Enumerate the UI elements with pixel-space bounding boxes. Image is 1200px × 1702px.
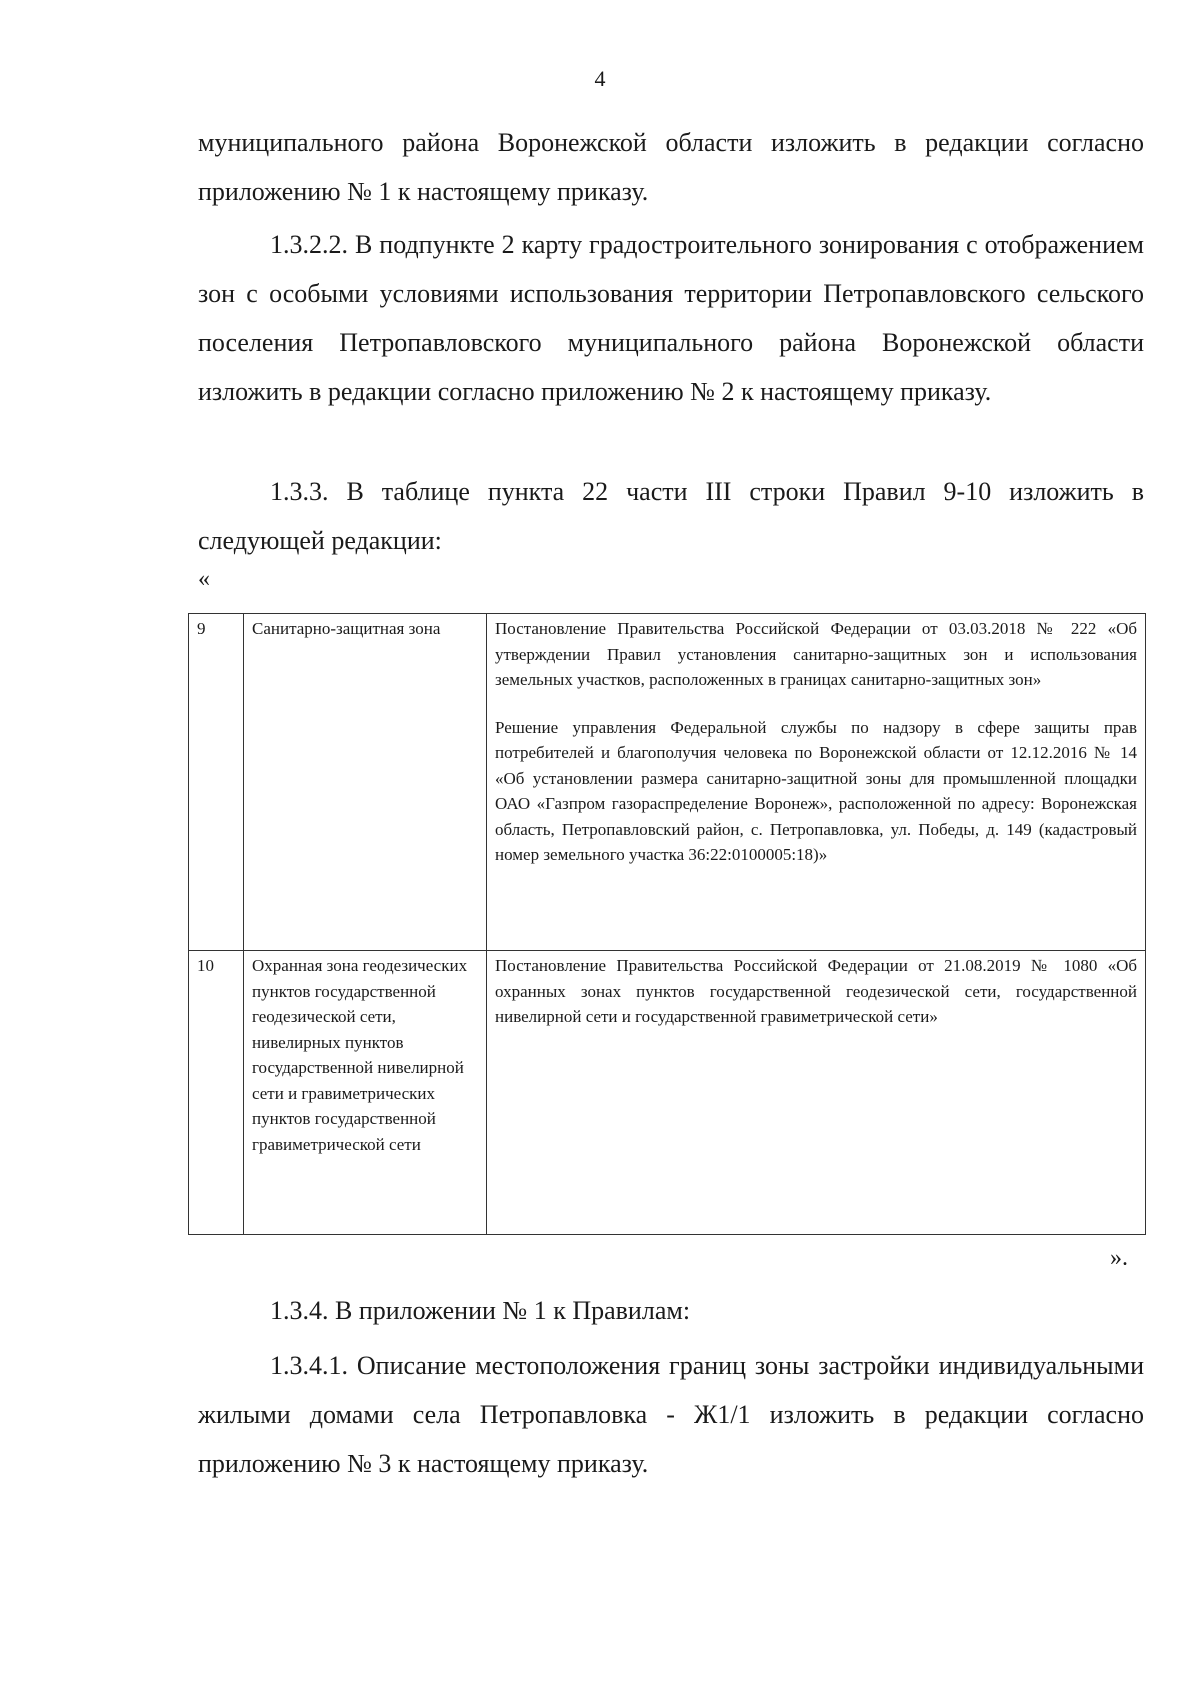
row-number-cell: 10: [189, 951, 244, 1235]
document-text: Постановление Правительства Российской Федерации от 03.03.2018 № 222 «Об утверждении Правил установления санитарно-защитных зон и использования земельных участков, расположенных в границах санитарно-защитных зон»: [495, 619, 1137, 689]
documents-cell: [487, 614, 1146, 951]
intro-line-1: муниципального района Воронежской области изложить в редакции согласно: [198, 128, 1144, 157]
intro-line-2: приложению № 1 к настоящему приказу.: [198, 177, 649, 206]
paragraph-1-3-4-1: 1.3.4.1. Описание местоположения границ зоны застройки индивидуальными жилыми домами села Петропавловка - Ж1/1 изложить в редакции согласно приложению № 3 к настоящему приказу.: [198, 1351, 1144, 1478]
row-number-cell: 9: [189, 614, 244, 951]
opening-quote: «: [198, 566, 210, 592]
paragraph-1-3-4: 1.3.4. В приложении № 1 к Правилам:: [270, 1296, 691, 1325]
intro-paragraph: [198, 118, 1144, 216]
table-row: [189, 951, 1146, 1235]
paragraph-1-3-4-1-block: [198, 1341, 1144, 1488]
page-number: 4: [594, 66, 606, 91]
documents-cell: [487, 951, 1146, 1235]
paragraph-1-3-4-block: [198, 1286, 1144, 1335]
table-row: [189, 614, 1146, 951]
paragraph-1-3-3: 1.3.3. В таблице пункта 22 части III строки Правил 9-10 изложить в следующей редакции:: [198, 477, 1144, 555]
paragraph-1-3-2-2: 1.3.2.2. В подпункте 2 карту градостроительного зонирования с отображением зон с особыми условиями использования территории Петропавловского сельского поселения Петропавловского муниципального района Воронежской области изложить в редакции согласно приложению № 2 к настоящему приказу.: [198, 230, 1144, 406]
paragraph-1-3-2-2-block: [198, 220, 1144, 416]
rules-table: [188, 613, 1146, 1235]
paragraph-1-3-3-block: [198, 467, 1144, 565]
document-text: Решение управления Федеральной службы по надзору в сфере защиты прав потребителей и благополучия человека по Воронежской области от 12.12.2016 № 14 «Об установлении размера санитарно-защитной зоны для промышленной площадки ОАО «Газпром газораспределение Воронеж», расположенной по адресу: Воронежская область, Петропавловский район, с. Петропавловка, ул. Победы, д. 149 (кадастровый номер земельного участка 36:22:0100005:18)»: [495, 717, 1137, 864]
zone-name-cell: Санитарно-защитная зона: [244, 614, 487, 951]
closing-quote: ».: [1110, 1245, 1128, 1271]
zone-name-cell: Охранная зона геодезических пунктов государственной геодезической сети, нивелирных пунктов государственной нивелирной сети и гравиметрических пунктов государственной гравиметрической сети: [244, 951, 487, 1235]
document-text: Постановление Правительства Российской Федерации от 21.08.2019 № 1080 «Об охранных зонах пунктов государственной геодезической сети, государственной нивелирной сети и государственной гравиметрической сети»: [495, 956, 1137, 1026]
